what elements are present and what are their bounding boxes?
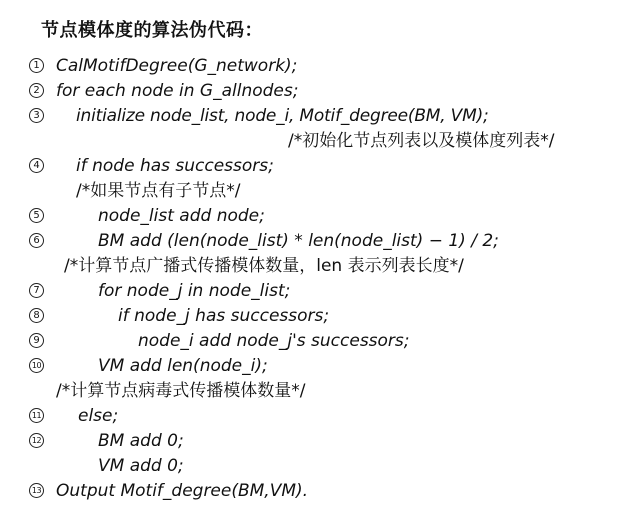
page-title: 节点模体度的算法伪代码： [41,20,263,41]
line-number-badge: 3 [29,108,44,123]
code-line [0,55,622,79]
code-line [0,480,622,504]
comment-line [0,255,622,279]
code-line [0,155,622,179]
comment-text: /*如果节点有子节点*/ [76,181,241,201]
line-number-badge: 12 [29,433,44,448]
code-line [0,430,622,454]
line-number-badge: 4 [29,158,44,173]
line-number-badge: 10 [29,358,44,373]
line-number-badge: 2 [29,83,44,98]
comment-text: /*初始化节点列表以及模体度列表*/ [288,131,555,151]
line-number-badge: 5 [29,208,44,223]
line-number-badge: 7 [29,283,44,298]
code-line [0,105,622,129]
line-number-badge: 13 [29,483,44,498]
code-line [0,230,622,254]
code-line [0,330,622,354]
code-text: else; [78,406,119,426]
comment-line [0,180,622,204]
code-line [0,305,622,329]
line-number-badge: 11 [29,408,44,423]
code-line [0,455,622,479]
code-text: node_i add node_j's successors; [138,331,410,351]
code-text: for each node in G_allnodes; [56,81,299,101]
code-text: BM add (len(node_list) * len(node_list) − 1) / 2; [98,231,499,251]
code-text: node_list add node; [98,206,265,226]
line-number-badge: 9 [29,333,44,348]
code-text: if node has successors; [76,156,274,176]
code-text: VM add len(node_i); [98,356,268,376]
code-line [0,280,622,304]
code-text: initialize node_list, node_i, Motif_degree(BM, VM); [76,106,489,126]
code-line [0,205,622,229]
code-text: BM add 0; [98,431,184,451]
line-number-badge: 1 [29,58,44,73]
code-text: for node_j in node_list; [98,281,291,301]
code-text: Output Motif_degree(BM,VM). [56,481,309,501]
code-line [0,355,622,379]
code-line [0,405,622,429]
code-line [0,80,622,104]
comment-line [0,130,622,154]
line-number-badge: 8 [29,308,44,323]
comment-text: /*计算节点广播式传播模体数量，len 表示列表长度*/ [64,256,464,276]
line-number-badge: 6 [29,233,44,248]
code-text: if node_j has successors; [118,306,330,326]
code-text: VM add 0; [98,456,184,476]
code-text: CalMotifDegree(G_network); [56,56,298,76]
comment-line [0,380,622,404]
comment-text: /*计算节点病毒式传播模体数量*/ [56,381,306,401]
